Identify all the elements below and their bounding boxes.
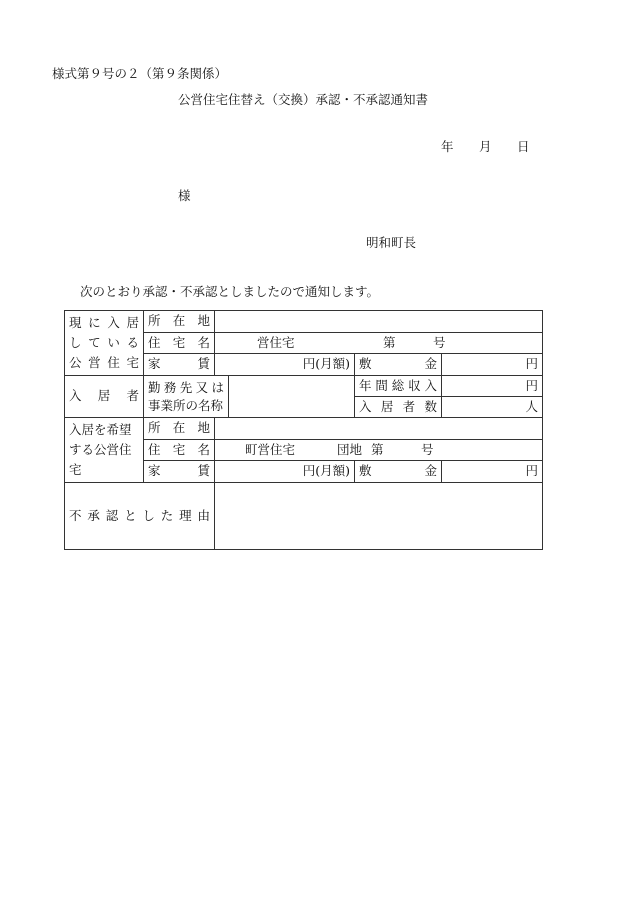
table-row bbox=[65, 376, 543, 397]
resident-header: 入居者 bbox=[65, 376, 144, 418]
current-rent-field[interactable]: 円(月額) bbox=[215, 354, 355, 376]
intro-text: 次のとおり承認・不承認としましたので通知します。 bbox=[80, 284, 380, 299]
issuer: 明和町長 bbox=[366, 235, 417, 250]
workplace-label bbox=[144, 376, 229, 418]
current-deposit-field[interactable]: 円 bbox=[442, 354, 543, 376]
application-table bbox=[64, 310, 543, 550]
current-name-kind: 営住宅 bbox=[257, 334, 295, 350]
income-label: 年間総収入 bbox=[355, 376, 442, 397]
current-name-no: 第 bbox=[383, 334, 396, 350]
desired-name-block: 団地 bbox=[337, 441, 363, 457]
current-housing-label-line: 現に入居 bbox=[69, 315, 139, 330]
current-name-field[interactable] bbox=[215, 332, 543, 354]
workplace-label-line: 勤務先又は bbox=[148, 379, 224, 395]
income-field[interactable]: 円 bbox=[442, 376, 543, 397]
desired-rent-label: 家賃 bbox=[144, 461, 215, 483]
current-rent-label: 家賃 bbox=[144, 354, 215, 376]
desired-rent-field[interactable]: 円(月額) bbox=[215, 461, 355, 483]
reason-label: 不承認とした理由 bbox=[65, 483, 215, 550]
current-housing-label-line: している bbox=[69, 335, 139, 350]
desired-name-kind: 町営住宅 bbox=[245, 441, 296, 457]
reason-field[interactable] bbox=[215, 483, 543, 550]
current-deposit-label: 敷金 bbox=[355, 354, 442, 376]
workplace-field[interactable] bbox=[229, 376, 355, 418]
current-housing-header bbox=[65, 311, 144, 376]
desired-name-field[interactable] bbox=[215, 439, 543, 461]
desired-deposit-field[interactable]: 円 bbox=[442, 461, 543, 483]
resident-count-label: 入居者数 bbox=[355, 397, 442, 418]
addressee-suffix: 様 bbox=[178, 188, 191, 203]
desired-location-field[interactable] bbox=[215, 418, 543, 440]
current-name-unit: 号 bbox=[433, 334, 446, 350]
resident-count-field[interactable]: 人 bbox=[442, 397, 543, 418]
desired-housing-header: 入居を希望する公営住宅 bbox=[65, 418, 144, 483]
date-line bbox=[441, 141, 530, 154]
current-name-label: 住宅名 bbox=[144, 332, 215, 354]
desired-name-label: 住宅名 bbox=[144, 439, 215, 461]
form-number: 様式第９号の２（第９条関係） bbox=[52, 66, 228, 81]
date-day: 日 bbox=[517, 139, 530, 154]
date-year: 年 bbox=[441, 139, 454, 154]
document-title: 公営住宅住替え（交換）承認・不承認通知書 bbox=[178, 92, 429, 107]
desired-location-label: 所在地 bbox=[144, 418, 215, 440]
date-month: 月 bbox=[479, 139, 492, 154]
workplace-label-line: 事業所の名称 bbox=[148, 397, 224, 413]
table-row bbox=[65, 483, 543, 550]
desired-name-no: 第 bbox=[371, 441, 384, 457]
table-row bbox=[65, 311, 543, 333]
table-row bbox=[65, 418, 543, 440]
current-location-label: 所在地 bbox=[144, 311, 215, 333]
desired-deposit-label: 敷金 bbox=[355, 461, 442, 483]
desired-name-unit: 号 bbox=[421, 441, 434, 457]
current-housing-label-line: 公営住宅 bbox=[69, 355, 139, 370]
current-location-field[interactable] bbox=[215, 311, 543, 333]
